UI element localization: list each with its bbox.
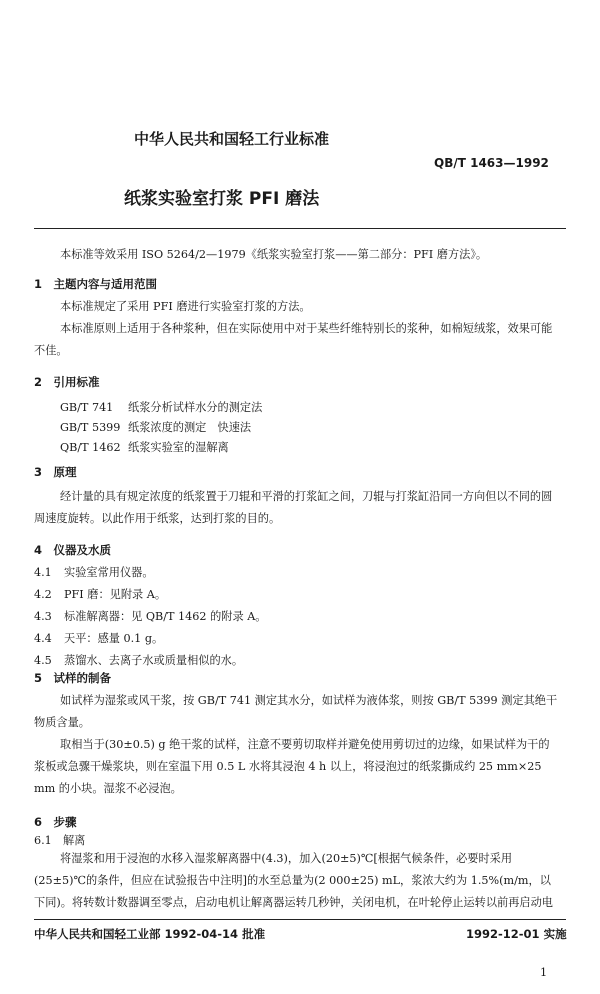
list-item: 4.4 天平：感量 0.1 g。 xyxy=(34,632,164,645)
list-item: 4.2 PFI 磨：见附录 A。 xyxy=(34,588,167,601)
section-4-list xyxy=(34,562,266,672)
effective-date: 1992-12-01 实施 xyxy=(466,927,567,941)
section-5-para-2: 取相当于(30±0.5) g 绝干浆的试样，注意不要剪切取样并避免使用剪切过的边缘，如果试样为干的浆板或急骤干燥浆块，则在室温下用 0.5 L 水将其浸泡 4 h 以上，将浸泡过的纸浆撕成约 25 mm×25 mm 的小块。湿浆不必浸泡。 xyxy=(34,738,550,795)
section-1-para-1: 本标准规定了采用 PFI 磨进行实验室打浆的方法。 xyxy=(60,300,311,313)
list-item: 4.1 实验室常用仪器。 xyxy=(34,566,154,579)
section-3-para-1: 经计量的具有规定浓度的纸浆置于刀辊和平滑的打浆缸之间，刀辊与打浆缸沿同一方向但以不同的圆周速度旋转。以此作用于纸浆，达到打浆的目的。 xyxy=(34,490,553,525)
approval-line: 中华人民共和国轻工业部 1992-04-14 批准 xyxy=(34,927,266,941)
section-5-para-1: 如试样为湿浆或风干浆，按 GB/T 741 测定其水分，如试样为液体浆，则按 GB/T 5399 测定其绝干物质含量。 xyxy=(34,694,558,729)
section-5-heading: 5 试样的制备 xyxy=(34,671,112,685)
section-6-1-para: 将湿浆和用于浸泡的水移入湿浆解离器中(4.3)，加入(20±5)℃[根据气候条件，必要时采用(25±5)℃的条件，但应在试验报告中注明]的水至总量为(2 000±25) mL，浆浓大约为 1.5%(m/m，以下同)。将转数计数器调至零点，启动电机让解离器运转几秒钟，关闭电机，在叶轮停止运转以前再启动电 xyxy=(34,852,553,909)
reference-list xyxy=(60,398,262,458)
standard-number: QB/T 1463—1992 xyxy=(434,156,549,170)
header-divider xyxy=(34,228,566,229)
issuing-org-title: 中华人民共和国轻工行业标准 xyxy=(134,130,330,148)
document-title: 纸浆实验室打浆 PFI 磨法 xyxy=(124,189,320,209)
section-2-heading: 2 引用标准 xyxy=(34,375,100,389)
reference-item: GB/T 5399 纸浆浓度的测定 快速法 xyxy=(60,421,252,434)
footer-divider xyxy=(34,919,566,920)
section-1-para-2: 本标准原则上适用于各种浆种，但在实际使用中对于某些纤维特别长的浆种，如棉短绒浆，效果可能不佳。 xyxy=(34,322,553,357)
reference-item: QB/T 1462 纸浆实验室的湿解离 xyxy=(60,441,229,454)
intro-text: 本标准等效采用 ISO 5264/2—1979《纸浆实验室打浆——第二部分：PFI 磨方法》。 xyxy=(60,248,488,261)
list-item: 4.5 蒸馏水、去离子水或质量相似的水。 xyxy=(34,654,244,667)
reference-item: GB/T 741 纸浆分析试样水分的测定法 xyxy=(60,401,263,414)
page-number: 1 xyxy=(540,966,548,979)
list-item: 4.3 标准解离器：见 QB/T 1462 的附录 A。 xyxy=(34,610,267,623)
section-1-heading: 1 主题内容与适用范围 xyxy=(34,277,158,291)
section-4-heading: 4 仪器及水质 xyxy=(34,543,112,557)
section-6-heading: 6 步骤 xyxy=(34,815,77,829)
section-3-heading: 3 原理 xyxy=(34,465,77,479)
section-6-1-heading: 6.1 解离 xyxy=(34,834,86,847)
